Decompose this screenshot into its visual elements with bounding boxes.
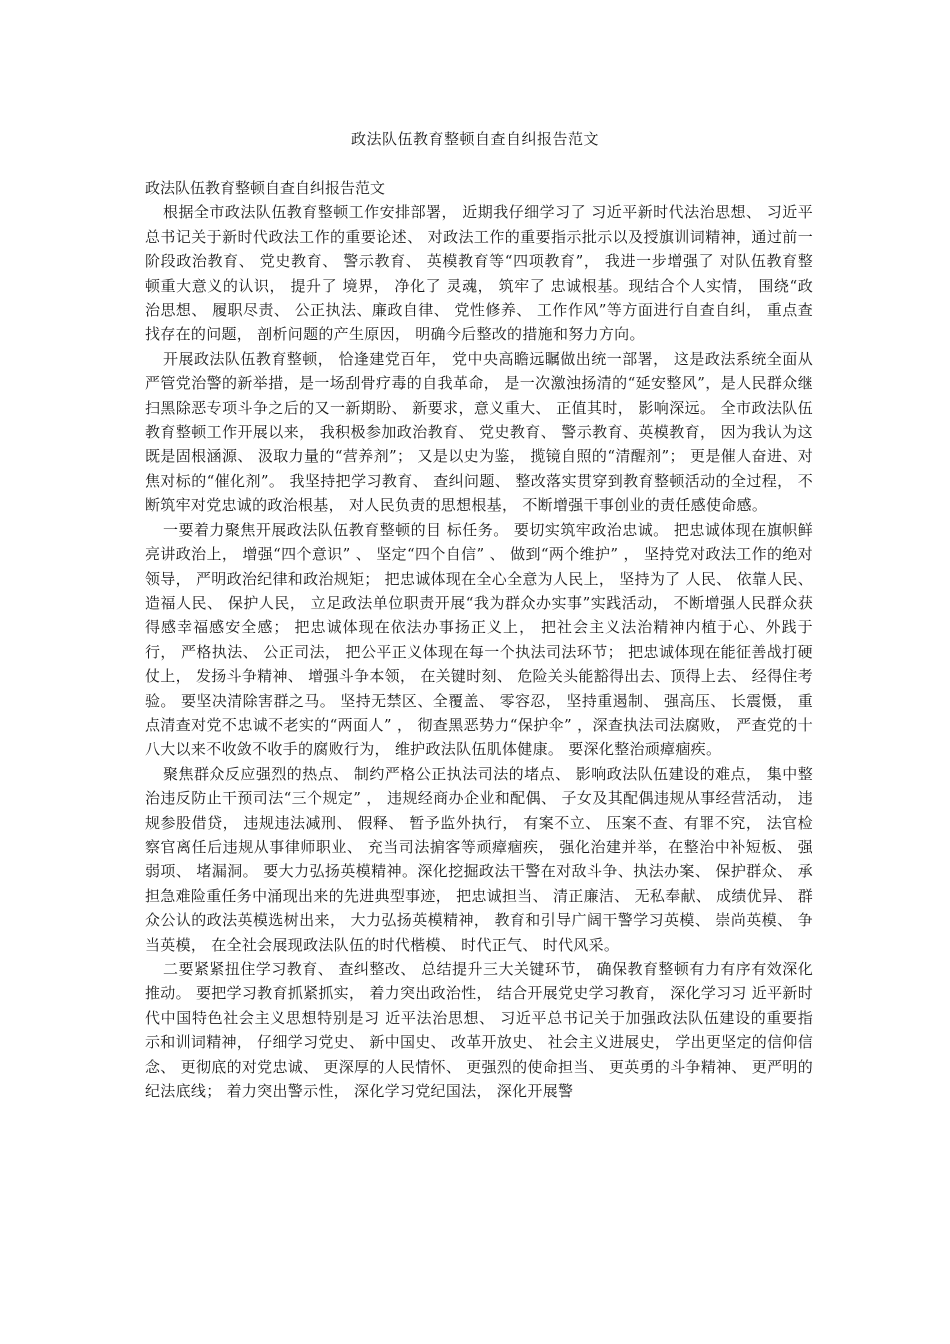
paragraph-5: 二要紧紧扭住学习教育、 查纠整改、 总结提升三大关键环节， 确保教育整顿有力有序有效深化推动。 要把学习教育抓紧抓实， 着力突出政治性， 结合开展党史学习教育， 深化学习习 近平新时代中国特色社会主义思想特别是习 近平法治思想、 习近平总书记关于加强政法队伍建设的重要指示和训词精神， 仔细学习党史、 新中国史、 改革开放史、 社会主义进展史， 学出更坚定的信仰信念、 更彻底的对党忠诚、 更深厚的人民情怀、 更强烈的使命担当、 更英勇的斗争精神、 更严明的纪法底线； 着力突出警示性， 深化学习党纪国法， 深化开展警 bbox=[145, 960, 813, 1101]
paragraph-4: 聚焦群众反应强烈的热点、 制约严格公正执法司法的堵点、 影响政法队伍建设的难点， 集中整治违反防止干预司法“三个规定” ， 违规经商办企业和配偶、 子女及其配偶违规从事经营活动， 违规参股借贷， 违规违法减刑、 假释、 暂予监外执行， 有案不立、 压案不查、有罪不究， 法官检察官离任后违规从事律师职业、 充当司法掮客等顽瘴痼疾， 强化治建并举，在整治中补短板、 强弱项、 堵漏洞。 要大力弘扬英模精神。深化挖掘政法干警在对敌斗争、执法办案、 保护群众、 承担急难险重任务中涌现出来的先进典型事迹， 把忠诚担当、 清正廉洁、 无私奉献、 成绩优异、 群众公认的政法英模选树出来， 大力弘扬英模精神， 教育和引导广阔干警学习英模、 崇尚英模、 争当英模， 在全社会展现政法队伍的时代楷模、 时代正气、 时代风采。 bbox=[145, 764, 813, 954]
document-title: 政法队伍教育整顿自查自纠报告范文 bbox=[350, 130, 599, 148]
document-body bbox=[145, 176, 813, 1103]
paragraph-2: 开展政法队伍教育整顿， 恰逢建党百年， 党中央高瞻远瞩做出统一部署， 这是政法系统全面从严管党治警的新举措，是一场刮骨疗毒的自我革命， 是一次激浊扬清的“延安整风”，是人民群众继扫黑除恶专项斗争之后的又一新期盼、 新要求，意义重大、 正值其时， 影响深远。 全市政法队伍教育整顿工作开展以来， 我积极参加政治教育、 党史教育、 警示教育、英模教育， 因为我认为这既是固根涵源、 汲取力量的“营养剂”； 又是以史为鉴， 揽镜自照的“清醒剂”； 更是催人奋进、对焦对标的“催化剂”。 我坚持把学习教育、 查纠问题、 整改落实贯穿到教育整顿活动的全过程， 不断筑牢对党忠诚的政治根基， 对人民负责的思想根基， 不断增强干事创业的责任感使命感。 bbox=[145, 349, 813, 515]
document-subtitle: 政法队伍教育整顿自查自纠报告范文 bbox=[145, 179, 386, 197]
paragraph-3: 一要着力聚焦开展政法队伍教育整顿的目 标任务。 要切实筑牢政治忠诚。 把忠诚体现在旗帜鲜亮讲政治上， 增强“四个意识” 、 坚定“四个自信” 、 做到“两个维护” ， 坚持党对政法工作的绝对领导， 严明政治纪律和政治规矩； 把忠诚体现在全心全意为人民上， 坚持为了 人民、 依靠人民、 造福人民、 保护人民， 立足政法单位职责开展“我为群众办实事”实践活动， 不断增强人民群众获得感幸福感安全感； 把忠诚体现在依法办事扬正义上， 把社会主义法治精神内植于心、外践于行， 严格执法、 公正司法， 把公平正义体现在每一个执法司法环节； 把忠诚体现在能征善战打硬仗上， 发扬斗争精神、 增强斗争本领， 在关键时刻、 危险关头能豁得出去、顶得上去、 经得住考验。 要坚决清除害群之马。 坚持无禁区、全覆盖、 零容忍， 坚持重遏制、 强高压、 长震慑， 重点清查对党不忠诚不老实的“两面人” ， 彻查黑恶势力“保护伞” ，深查执法司法腐败， 严查党的十八大以来不收敛不收手的腐败行为， 维护政法队伍肌体健康。 要深化整治顽瘴痼疾。 bbox=[145, 520, 813, 759]
paragraph-1: 根据全市政法队伍教育整顿工作安排部署， 近期我仔细学习了 习近平新时代法治思想、 习近平总书记关于新时代政法工作的重要论述、 对政法工作的重要指示批示以及授旗训词精神，通过前一阶段政治教育、 党史教育、 警示教育、 英模教育等“四项教育”， 我进一步增强了 对队伍教育整顿重大意义的认识， 提升了 境界， 净化了 灵魂， 筑牢了 忠诚根基。现结合个人实情， 围绕“政治思想、 履职尽责、 公正执法、廉政自律、 党性修养、 工作作风”等方面进行自查自纠， 重点查找存在的问题， 剖析问题的产生原因， 明确今后整改的措施和努力方向。 bbox=[145, 203, 813, 344]
